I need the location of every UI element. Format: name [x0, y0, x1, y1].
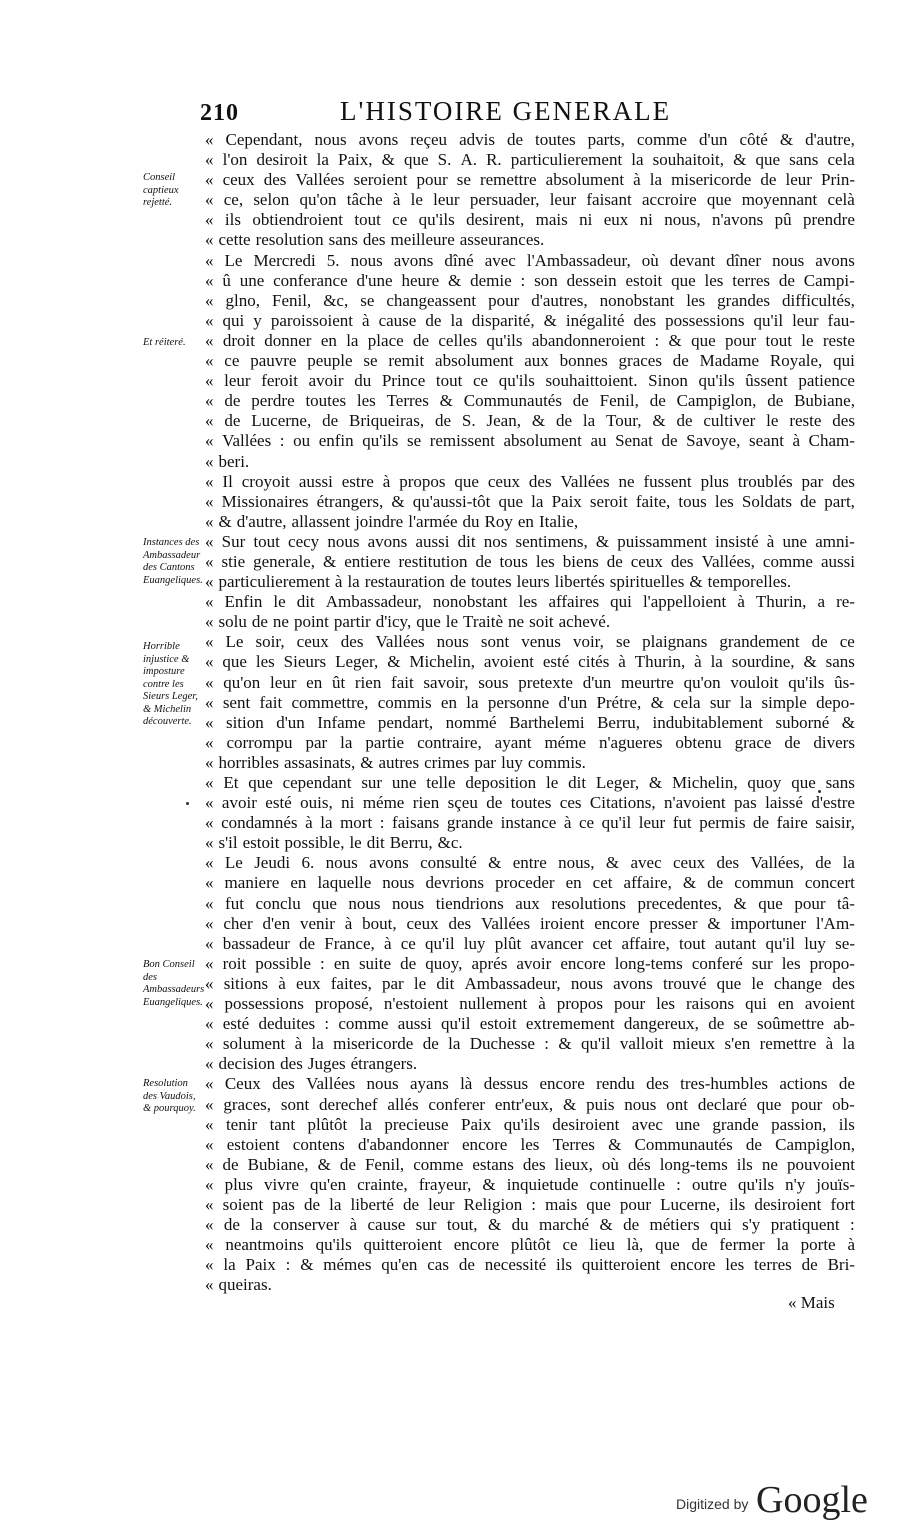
text-line: « tenir tant plûtôt la precieuse Paix qu'ils desiroient avec une grande passion, ils — [205, 1114, 855, 1134]
text-line: « leur feroit avoir du Prince tout ce qu'ils souhaittoient. Sinon qu'ils ûssent patience — [205, 371, 855, 391]
text-line: « Le Jeudi 6. nous avons consulté & entre nous, & avec ceux des Vallées, de la — [205, 853, 855, 873]
text-line: « plus vivre qu'en crainte, frayeur, & inquietude continuelle : outre qu'ils n'y jouïs- — [205, 1174, 855, 1194]
margin-note: Conseil captieux rejetté. — [143, 172, 179, 208]
margin-note: Resolution des Vaudois, & pourquoy. — [143, 1078, 196, 1114]
text-line: « roit possible : en suite de quoy, aprés avoir encore long-tems conferé sur les propo- — [205, 953, 855, 973]
text-line: « l'on desiroit la Paix, & que S. A. R. particulierement la souhaitoit, & que sans cela — [205, 150, 855, 170]
digitized-by-label: Digitized by — [676, 1496, 749, 1512]
text-line: « bassadeur de France, à ce qu'il luy plût avancer cet affaire, tout autant qu'il luy se- — [205, 933, 855, 953]
text-line: « fut conclu que nous nous tiendrions aux resolutions precedentes, & que pour tâ- — [205, 893, 855, 913]
text-line: « soient pas de la liberté de leur Religion : mais que pour Lucerne, ils desiroient fort — [205, 1194, 855, 1214]
text-line: « qu'on leur en ût rien fait savoir, sous pretexte d'un meurtre qu'on vouloit qu'ils ûs- — [205, 672, 855, 692]
text-line: « ce, selon qu'on tâche à le leur persuader, leur faisant accroire que moyennant celà — [205, 190, 855, 210]
text-line: « ils obtiendroient tout ce qu'ils desirent, mais ni eux ni nous, n'avons pû prendre — [205, 210, 855, 230]
text-line: « la Paix : & mémes qu'en cas de necessité ils quitteroient encore les terres de Bri- — [205, 1255, 855, 1275]
page-number: 210 — [200, 100, 239, 126]
text-line: « queiras. — [205, 1275, 272, 1295]
text-line: « cher d'en venir à bout, ceux des Vallées iroient encore presser & importuner l'Am- — [205, 913, 855, 933]
text-line: « Le Mercredi 5. nous avons dîné avec l'Ambassadeur, où devant dîner nous avons — [205, 250, 855, 270]
text-line: « de perdre toutes les Terres & Communautés de Fenil, de Campiglon, de Bubiane, — [205, 391, 855, 411]
text-line: « horribles assasinats, & autres crimes par luy commis. — [205, 752, 586, 772]
text-line: « decision des Juges étrangers. — [205, 1054, 418, 1074]
text-line: « sition d'un Infame pendart, nommé Barthelemi Berru, indubitablement suborné & — [205, 712, 855, 732]
page-header — [200, 96, 850, 130]
text-line: « de Lucerne, de Briqueiras, de S. Jean, & de la Tour, & de cultiver le reste des — [205, 411, 855, 431]
text-line: « Le soir, ceux des Vallées nous sont venus voir, se plaignans grandement de ce — [205, 632, 855, 652]
running-title: L'HISTOIRE GENERALE — [340, 96, 672, 126]
text-line: « solu de ne point partir d'icy, que le Traitè ne soit achevé. — [205, 612, 611, 632]
text-line: « droit donner en la place de celles qu'ils abandonneroient : & que pour tout le reste — [205, 330, 855, 350]
text-line: « sent fait commettre, commis en la personne d'un Prétre, & cela sur la simple depo- — [205, 692, 855, 712]
text-line: « de Bubiane, & de Fenil, comme estans des lieux, où dés long-tems ils ne pouvoient — [205, 1154, 855, 1174]
text-line: « maniere en laquelle nous devrions proceder en cet affaire, & de commun concert — [205, 873, 855, 893]
margin-note: Horrible injustice & imposture contre les Sieurs Leger, & Michelin découverte. — [143, 641, 198, 727]
body-text — [205, 130, 855, 1295]
text-line: « corrompu par la partie contraire, ayant méme n'agueres obtenu grace de divers — [205, 732, 855, 752]
text-line: « de la conserver à cause sur tout, & du marché & de métiers qui s'y pratiquent : — [205, 1215, 855, 1235]
digitization-footer — [676, 1478, 896, 1522]
text-line: « Missionaires étrangers, & qu'aussi-tôt que la Paix seroit faite, tous les Soldats de part, — [205, 491, 855, 511]
text-line: « stie generale, & entiere restitution de tous les biens de ceux des Vallées, comme aussi — [205, 551, 855, 571]
text-line: « possessions proposé, n'estoient nullement à propos pour les raisons qui en avoient — [205, 994, 855, 1014]
catchword: « Mais — [788, 1293, 835, 1312]
google-logo: Google — [756, 1479, 868, 1521]
text-line: « qui y paroissoient à cause de la disparité, & inégalité des possessions qu'il leur fau- — [205, 310, 855, 330]
text-line: « graces, sont derechef allés conferer entr'eux, & puis nous ont declaré que pour ob- — [205, 1094, 855, 1114]
margin-note: Bon Conseil des Ambassadeurs Euangeliques. — [143, 959, 205, 1008]
text-line: « Vallées : ou enfin qu'ils se remissent absolument au Senat de Savoye, seant à Cham- — [205, 431, 855, 451]
text-line: « solument à la misericorde de la Duchesse : & qu'il valloit mieux s'en remettre à la — [205, 1034, 855, 1054]
text-line: « glno, Fenil, &c, se changeassent pour d'autres, nonobstant les grandes difficultés, — [205, 290, 855, 310]
text-line: « que les Sieurs Leger, & Michelin, avoient esté cités à Thurin, à la sourdine, & sans — [205, 652, 855, 672]
text-line: « Cependant, nous avons reçeu advis de toutes parts, comme d'un côté & d'autre, — [205, 130, 855, 149]
text-line: « Ceux des Vallées nous ayans là dessus encore rendu des tres-humbles actions de — [205, 1074, 855, 1094]
text-line: « condamnés à la mort : faisans grande instance à ce qu'il leur fut permis de faire saisir, — [205, 813, 855, 833]
text-line: « Sur tout cecy nous avons aussi dit nos sentimens, & puissamment insisté à une amni- — [205, 531, 855, 551]
text-line: « & d'autre, allassent joindre l'armée du Roy en Italie, — [205, 511, 579, 531]
text-line: « sitions à eux faites, par le dit Ambassadeur, nous avons trouvé que le change des — [205, 973, 855, 993]
text-line: « esté deduites : comme aussi qu'il estoit extremement dangereux, de se soûmettre ab- — [205, 1014, 855, 1034]
text-line: « s'il estoit possible, le dit Berru, &c. — [205, 833, 463, 853]
text-line: « cette resolution sans des meilleure asseurances. — [205, 230, 545, 250]
text-line: « ce pauvre peuple se remit absolument aux bonnes graces de Madame Royale, qui — [205, 351, 855, 371]
text-line: « beri. — [205, 451, 250, 471]
text-line: « avoir esté ouis, ni méme rien sçeu de toutes ces Citations, n'avoient pas laissé d'estre — [205, 793, 855, 813]
text-line: « neantmoins qu'ils quitteroient encore plûtôt ce lieu là, que de fermer la porte à — [205, 1235, 855, 1255]
text-line: « particulierement à la restauration de toutes leurs libertés spirituelles & temporelles. — [205, 572, 792, 592]
text-line: « Et que cependant sur une telle deposition le dit Leger, & Michelin, quoy que sans — [205, 773, 855, 792]
ink-speck — [818, 790, 821, 793]
text-line: « ceux des Vallées seroient pour se remettre absolument à la misericorde de leur Prin- — [205, 170, 855, 190]
margin-note: Et réiteré. — [143, 337, 186, 348]
text-line: « Il croyoit aussi estre à propos que ceux des Vallées ne fussent plus troublés par des — [205, 471, 855, 491]
text-line: « û une conferance d'une heure & demie : son dessein estoit que les terres de Campi- — [205, 270, 855, 290]
margin-note: Instances des Ambassadeur des Cantons Euangeliques. — [143, 537, 203, 586]
ink-speck — [186, 802, 189, 805]
text-line: « estoient contens d'abandonner encore les Terres & Communautés de Campiglon, — [205, 1134, 855, 1154]
text-line: « Enfin le dit Ambassadeur, nonobstant les affaires qui l'appelloient à Thurin, a re- — [205, 592, 855, 612]
